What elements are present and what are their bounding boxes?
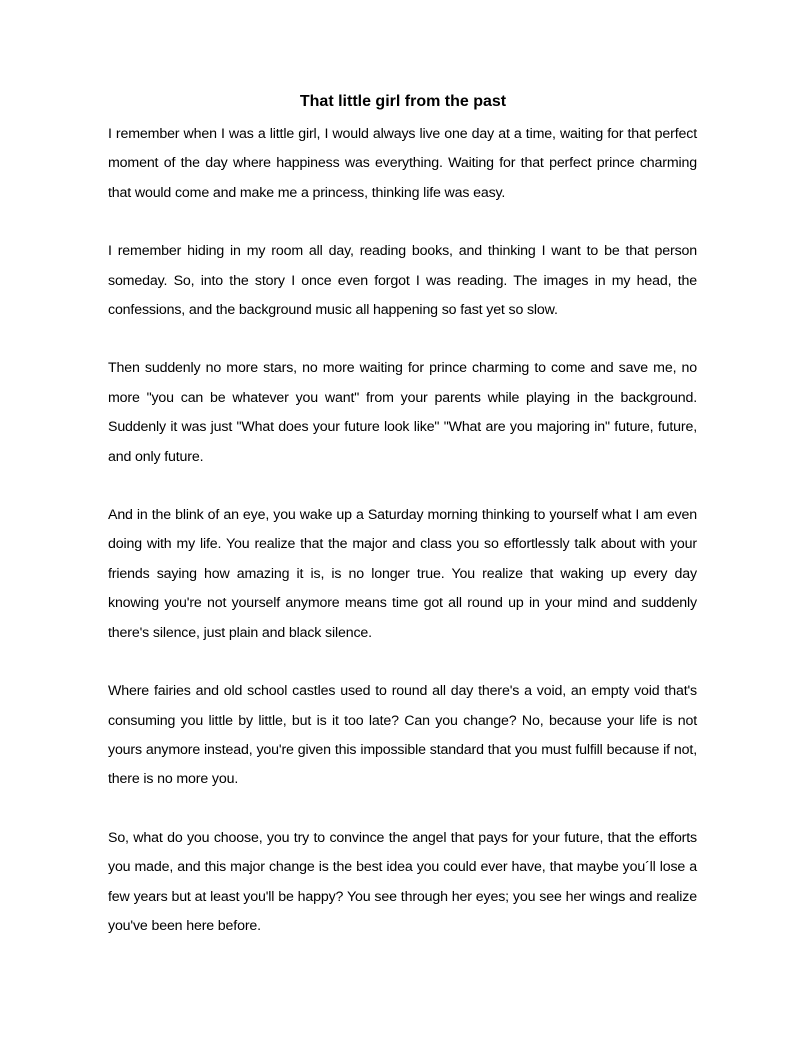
paragraph-4: And in the blink of an eye, you wake up a Saturday morning thinking to yourself what I am even doing with my life. You realize that the major and class you so effortlessly talk about with your friends saying how amazing it is, is no longer true. You realize that waking up every day knowing you're not yourself anymore means time got all round up in your mind and suddenly there's silence, just plain and black silence. [108,507,697,641]
paragraph-2: I remember hiding in my room all day, reading books, and thinking I want to be that person someday. So, into the story I once even forgot I was reading. The images in my head, the confessions, and the background music all happening so fast yet so slow. [108,243,697,319]
paragraph-3: Then suddenly no more stars, no more waiting for prince charming to come and save me, no more "you can be whatever you want" from your parents while playing in the background. Suddenly it was just "What does your future look like" "What are you majoring in" future, future, and only future. [108,360,697,465]
paragraph-5: Where fairies and old school castles used to round all day there's a void, an empty void that's consuming you little by little, but is it too late? Can you change? No, because your life is not yours anymore instead, you're given this impossible standard that you must fulfill because if not, there is no more you. [108,683,697,788]
document-body [108,120,697,970]
page-title: That little girl from the past [299,93,507,110]
paragraph-1: I remember when I was a little girl, I would always live one day at a time, waiting for that perfect moment of the day where happiness was everything. Waiting for that perfect prince charming that would come and make me a princess, thinking life was easy. [108,126,697,201]
paragraph-6: So, what do you choose, you try to convince the angel that pays for your future, that the efforts you made, and this major change is the best idea you could ever have, that maybe you´ll lose a few years but at least you'll be happy? You see through her eyes; you see her wings and realize you've been here before. [108,829,697,934]
